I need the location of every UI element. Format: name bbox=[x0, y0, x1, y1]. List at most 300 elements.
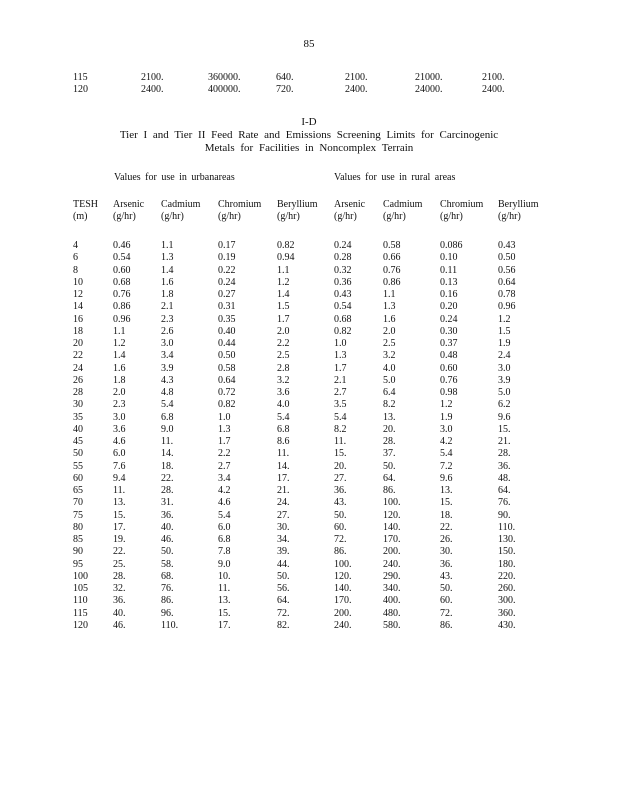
rural-chromium-cell: 9.6 bbox=[440, 473, 453, 484]
urban-arsenic-cell: 2.0 bbox=[113, 387, 126, 398]
table-row bbox=[0, 412, 618, 424]
rural-chromium-cell: 18. bbox=[440, 510, 453, 521]
tesh-cell: 80 bbox=[73, 522, 83, 533]
rural-chromium-cell: 0.20 bbox=[440, 301, 458, 312]
table-cell: 2400. bbox=[345, 84, 368, 95]
urban-beryllium-cell: 1.1 bbox=[277, 265, 290, 276]
table-cell: 400000. bbox=[208, 84, 241, 95]
urban-chromium-cell: 1.3 bbox=[218, 424, 231, 435]
rural-cadmium-cell: 240. bbox=[383, 559, 401, 570]
urban-chromium-cell: 0.27 bbox=[218, 289, 236, 300]
urban-chromium-cell: 6.8 bbox=[218, 534, 231, 545]
rural-cadmium-cell: 13. bbox=[383, 412, 396, 423]
rural-beryllium-cell: 300. bbox=[498, 595, 516, 606]
urban-arsenic-cell: 0.68 bbox=[113, 277, 131, 288]
tesh-cell: 120 bbox=[73, 620, 88, 631]
rural-group-heading: Values for use in rural areas bbox=[334, 172, 456, 183]
urban-beryllium-cell: 44. bbox=[277, 559, 290, 570]
rural-arsenic-cell: 3.5 bbox=[334, 399, 347, 410]
urban-chromium-cell: 0.31 bbox=[218, 301, 236, 312]
rural-beryllium-cell: 64. bbox=[498, 485, 511, 496]
rural-chromium-cell: 0.76 bbox=[440, 375, 458, 386]
tesh-cell: 8 bbox=[73, 265, 78, 276]
tesh-cell: 45 bbox=[73, 436, 83, 447]
rural-beryllium-cell: 360. bbox=[498, 608, 516, 619]
rural-cadmium-cell: 28. bbox=[383, 436, 396, 447]
urban-beryllium-cell: 17. bbox=[277, 473, 290, 484]
rural-chromium-cell: 0.30 bbox=[440, 326, 458, 337]
rural-cadmium-cell: 1.3 bbox=[383, 301, 396, 312]
urban-cadmium-cell: 9.0 bbox=[161, 424, 174, 435]
table-row bbox=[0, 399, 618, 411]
rural-chromium-cell: 0.37 bbox=[440, 338, 458, 349]
urban-beryllium-header: Beryllium bbox=[277, 199, 318, 210]
rural-arsenic-cell: 8.2 bbox=[334, 424, 347, 435]
tesh-cell: 110 bbox=[73, 595, 88, 606]
urban-arsenic-cell: 22. bbox=[113, 546, 126, 557]
table-row bbox=[0, 595, 618, 607]
urban-cadmium-cell: 2.1 bbox=[161, 301, 174, 312]
urban-chromium-cell: 7.8 bbox=[218, 546, 231, 557]
table-row bbox=[0, 583, 618, 595]
rural-cadmium-cell: 37. bbox=[383, 448, 396, 459]
rural-arsenic-cell: 1.3 bbox=[334, 350, 347, 361]
rural-cadmium-cell: 6.4 bbox=[383, 387, 396, 398]
urban-arsenic-cell: 1.6 bbox=[113, 363, 126, 374]
urban-cadmium-cell: 36. bbox=[161, 510, 174, 521]
urban-cadmium-cell: 31. bbox=[161, 497, 174, 508]
urban-chromium-cell: 15. bbox=[218, 608, 231, 619]
rural-cadmium-cell: 480. bbox=[383, 608, 401, 619]
rural-arsenic-cell: 0.28 bbox=[334, 252, 352, 263]
urban-beryllium-cell: 4.0 bbox=[277, 399, 290, 410]
rural-beryllium-cell: 130. bbox=[498, 534, 516, 545]
rural-beryllium-cell: 0.56 bbox=[498, 265, 516, 276]
table-row bbox=[0, 314, 618, 326]
urban-beryllium-cell: 82. bbox=[277, 620, 290, 631]
urban-cadmium-cell: 2.6 bbox=[161, 326, 174, 337]
tesh-cell: 24 bbox=[73, 363, 83, 374]
column-units bbox=[0, 211, 618, 223]
table-row bbox=[0, 571, 618, 583]
rural-arsenic-cell: 1.7 bbox=[334, 363, 347, 374]
urban-arsenic-cell: 3.6 bbox=[113, 424, 126, 435]
urban-chromium-cell: 2.7 bbox=[218, 461, 231, 472]
rural-arsenic-cell: 0.82 bbox=[334, 326, 352, 337]
rural-cadmium-cell: 120. bbox=[383, 510, 401, 521]
rural-arsenic-cell: 120. bbox=[334, 571, 352, 582]
urban-cadmium-cell: 96. bbox=[161, 608, 174, 619]
urban-beryllium-cell: 11. bbox=[277, 448, 290, 459]
rural-arsenic-cell: 2.1 bbox=[334, 375, 347, 386]
page-number: 85 bbox=[303, 38, 315, 50]
urban-arsenic-cell: 0.96 bbox=[113, 314, 131, 325]
rural-cadmium-cell: 8.2 bbox=[383, 399, 396, 410]
table-cell: 2100. bbox=[141, 72, 164, 83]
urban-arsenic-cell: 0.46 bbox=[113, 240, 131, 251]
continued-row bbox=[0, 84, 618, 96]
rural-chromium-cell: 0.10 bbox=[440, 252, 458, 263]
rural-cadmium-cell: 0.76 bbox=[383, 265, 401, 276]
tesh-cell: 18 bbox=[73, 326, 83, 337]
urban-chromium-cell: 9.0 bbox=[218, 559, 231, 570]
rural-chromium-cell: 0.24 bbox=[440, 314, 458, 325]
urban-arsenic-cell: 6.0 bbox=[113, 448, 126, 459]
rural-cadmium-cell: 0.58 bbox=[383, 240, 401, 251]
rural-beryllium-cell: 5.0 bbox=[498, 387, 511, 398]
table-row bbox=[0, 620, 618, 632]
rural-chromium-cell: 0.48 bbox=[440, 350, 458, 361]
table-cell: 2400. bbox=[482, 84, 505, 95]
urban-arsenic-cell: 15. bbox=[113, 510, 126, 521]
rural-beryllium-cell: 0.78 bbox=[498, 289, 516, 300]
urban-cadmium-cell: 68. bbox=[161, 571, 174, 582]
urban-arsenic-cell: 17. bbox=[113, 522, 126, 533]
urban-cadmium-cell: 40. bbox=[161, 522, 174, 533]
tesh-cell: 75 bbox=[73, 510, 83, 521]
column-headers bbox=[0, 199, 618, 211]
urban-cadmium-cell: 4.3 bbox=[161, 375, 174, 386]
rural-arsenic-header: Arsenic bbox=[334, 199, 366, 210]
rural-arsenic-cell: 5.4 bbox=[334, 412, 347, 423]
rural-arsenic-cell: 2.7 bbox=[334, 387, 347, 398]
rural-arsenic-cell: 20. bbox=[334, 461, 347, 472]
urban-cadmium-header: (g/hr) bbox=[161, 211, 184, 222]
continued-row bbox=[0, 72, 618, 84]
rural-beryllium-cell: 0.50 bbox=[498, 252, 516, 263]
rural-beryllium-cell: 0.96 bbox=[498, 301, 516, 312]
urban-beryllium-header: (g/hr) bbox=[277, 211, 300, 222]
rural-beryllium-cell: 36. bbox=[498, 461, 511, 472]
table-cell: 2400. bbox=[141, 84, 164, 95]
urban-chromium-cell: 6.0 bbox=[218, 522, 231, 533]
urban-cadmium-cell: 3.0 bbox=[161, 338, 174, 349]
rural-beryllium-cell: 28. bbox=[498, 448, 511, 459]
rural-chromium-cell: 0.086 bbox=[440, 240, 463, 251]
rural-cadmium-cell: 50. bbox=[383, 461, 396, 472]
urban-beryllium-cell: 3.6 bbox=[277, 387, 290, 398]
rural-chromium-cell: 60. bbox=[440, 595, 453, 606]
rural-arsenic-cell: 60. bbox=[334, 522, 347, 533]
urban-cadmium-cell: 3.9 bbox=[161, 363, 174, 374]
tesh-cell: 35 bbox=[73, 412, 83, 423]
rural-beryllium-cell: 1.5 bbox=[498, 326, 511, 337]
table-cell: 115 bbox=[73, 72, 88, 83]
table-cell: 21000. bbox=[415, 72, 443, 83]
urban-group-heading: Values for use in urbanareas bbox=[114, 172, 235, 183]
table-row bbox=[0, 277, 618, 289]
urban-cadmium-cell: 5.4 bbox=[161, 399, 174, 410]
urban-arsenic-cell: 25. bbox=[113, 559, 126, 570]
table-row bbox=[0, 485, 618, 497]
rural-cadmium-cell: 3.2 bbox=[383, 350, 396, 361]
urban-chromium-cell: 0.35 bbox=[218, 314, 236, 325]
table-row bbox=[0, 350, 618, 362]
rural-arsenic-cell: 86. bbox=[334, 546, 347, 557]
tesh-cell: 105 bbox=[73, 583, 88, 594]
rural-beryllium-cell: 0.64 bbox=[498, 277, 516, 288]
urban-chromium-cell: 0.82 bbox=[218, 399, 236, 410]
rural-beryllium-cell: 6.2 bbox=[498, 399, 511, 410]
tesh-cell: 22 bbox=[73, 350, 83, 361]
urban-beryllium-cell: 30. bbox=[277, 522, 290, 533]
urban-arsenic-cell: 11. bbox=[113, 485, 126, 496]
urban-chromium-cell: 0.19 bbox=[218, 252, 236, 263]
urban-cadmium-cell: 28. bbox=[161, 485, 174, 496]
tesh-header: (m) bbox=[73, 211, 88, 222]
rural-cadmium-cell: 0.86 bbox=[383, 277, 401, 288]
rural-chromium-cell: 86. bbox=[440, 620, 453, 631]
urban-beryllium-cell: 1.2 bbox=[277, 277, 290, 288]
urban-cadmium-cell: 46. bbox=[161, 534, 174, 545]
urban-cadmium-cell: 6.8 bbox=[161, 412, 174, 423]
urban-arsenic-cell: 9.4 bbox=[113, 473, 126, 484]
urban-cadmium-cell: 3.4 bbox=[161, 350, 174, 361]
tesh-cell: 12 bbox=[73, 289, 83, 300]
rural-cadmium-header: (g/hr) bbox=[383, 211, 406, 222]
urban-cadmium-cell: 4.8 bbox=[161, 387, 174, 398]
rural-arsenic-cell: 200. bbox=[334, 608, 352, 619]
rural-chromium-cell: 50. bbox=[440, 583, 453, 594]
urban-arsenic-cell: 28. bbox=[113, 571, 126, 582]
urban-beryllium-cell: 34. bbox=[277, 534, 290, 545]
urban-cadmium-cell: 2.3 bbox=[161, 314, 174, 325]
rural-arsenic-cell: 43. bbox=[334, 497, 347, 508]
urban-cadmium-cell: 1.1 bbox=[161, 240, 174, 251]
rural-beryllium-cell: 90. bbox=[498, 510, 511, 521]
table-row bbox=[0, 326, 618, 338]
urban-arsenic-cell: 40. bbox=[113, 608, 126, 619]
urban-arsenic-cell: 19. bbox=[113, 534, 126, 545]
rural-chromium-cell: 30. bbox=[440, 546, 453, 557]
urban-arsenic-cell: 4.6 bbox=[113, 436, 126, 447]
rural-arsenic-cell: 15. bbox=[334, 448, 347, 459]
urban-chromium-cell: 0.44 bbox=[218, 338, 236, 349]
urban-cadmium-cell: 1.8 bbox=[161, 289, 174, 300]
rural-beryllium-cell: 15. bbox=[498, 424, 511, 435]
rural-beryllium-cell: 3.9 bbox=[498, 375, 511, 386]
urban-chromium-cell: 0.24 bbox=[218, 277, 236, 288]
urban-cadmium-cell: 22. bbox=[161, 473, 174, 484]
rural-chromium-cell: 7.2 bbox=[440, 461, 453, 472]
urban-chromium-cell: 4.6 bbox=[218, 497, 231, 508]
rural-chromium-cell: 0.16 bbox=[440, 289, 458, 300]
urban-chromium-cell: 3.4 bbox=[218, 473, 231, 484]
rural-cadmium-cell: 140. bbox=[383, 522, 401, 533]
urban-cadmium-cell: 14. bbox=[161, 448, 174, 459]
urban-chromium-cell: 4.2 bbox=[218, 485, 231, 496]
rural-arsenic-cell: 0.68 bbox=[334, 314, 352, 325]
urban-chromium-cell: 2.2 bbox=[218, 448, 231, 459]
urban-cadmium-cell: 18. bbox=[161, 461, 174, 472]
tesh-header: TESH bbox=[73, 199, 98, 210]
urban-beryllium-cell: 0.94 bbox=[277, 252, 295, 263]
rural-beryllium-header: Beryllium bbox=[498, 199, 539, 210]
tesh-cell: 50 bbox=[73, 448, 83, 459]
urban-chromium-cell: 1.7 bbox=[218, 436, 231, 447]
rural-chromium-cell: 3.0 bbox=[440, 424, 453, 435]
urban-beryllium-cell: 64. bbox=[277, 595, 290, 606]
urban-cadmium-cell: 58. bbox=[161, 559, 174, 570]
table-cell: 2100. bbox=[345, 72, 368, 83]
rural-beryllium-cell: 21. bbox=[498, 436, 511, 447]
urban-chromium-cell: 1.0 bbox=[218, 412, 231, 423]
rural-chromium-cell: 26. bbox=[440, 534, 453, 545]
urban-arsenic-cell: 46. bbox=[113, 620, 126, 631]
rural-chromium-cell: 0.98 bbox=[440, 387, 458, 398]
tesh-cell: 55 bbox=[73, 461, 83, 472]
rural-cadmium-cell: 1.6 bbox=[383, 314, 396, 325]
rural-beryllium-cell: 220. bbox=[498, 571, 516, 582]
table-row bbox=[0, 375, 618, 387]
rural-arsenic-cell: 0.43 bbox=[334, 289, 352, 300]
tesh-cell: 115 bbox=[73, 608, 88, 619]
rural-cadmium-cell: 4.0 bbox=[383, 363, 396, 374]
rural-cadmium-cell: 200. bbox=[383, 546, 401, 557]
tesh-cell: 28 bbox=[73, 387, 83, 398]
rural-arsenic-cell: 11. bbox=[334, 436, 347, 447]
tesh-cell: 60 bbox=[73, 473, 83, 484]
tesh-cell: 4 bbox=[73, 240, 78, 251]
urban-arsenic-cell: 0.60 bbox=[113, 265, 131, 276]
urban-cadmium-cell: 76. bbox=[161, 583, 174, 594]
rural-beryllium-cell: 1.9 bbox=[498, 338, 511, 349]
urban-cadmium-cell: 1.3 bbox=[161, 252, 174, 263]
urban-beryllium-cell: 50. bbox=[277, 571, 290, 582]
urban-cadmium-cell: 86. bbox=[161, 595, 174, 606]
urban-arsenic-cell: 0.86 bbox=[113, 301, 131, 312]
urban-beryllium-cell: 2.0 bbox=[277, 326, 290, 337]
urban-beryllium-cell: 0.82 bbox=[277, 240, 295, 251]
table-row bbox=[0, 546, 618, 558]
table-row bbox=[0, 461, 618, 473]
tesh-cell: 95 bbox=[73, 559, 83, 570]
rural-chromium-cell: 5.4 bbox=[440, 448, 453, 459]
tesh-cell: 26 bbox=[73, 375, 83, 386]
rural-cadmium-cell: 86. bbox=[383, 485, 396, 496]
urban-beryllium-cell: 8.6 bbox=[277, 436, 290, 447]
urban-arsenic-cell: 1.8 bbox=[113, 375, 126, 386]
rural-chromium-header: Chromium bbox=[440, 199, 484, 210]
urban-beryllium-cell: 5.4 bbox=[277, 412, 290, 423]
urban-arsenic-cell: 1.4 bbox=[113, 350, 126, 361]
tesh-cell: 30 bbox=[73, 399, 83, 410]
table-cell: 640. bbox=[276, 72, 294, 83]
table-row bbox=[0, 510, 618, 522]
urban-chromium-cell: 5.4 bbox=[218, 510, 231, 521]
urban-arsenic-header: Arsenic bbox=[113, 199, 145, 210]
rural-cadmium-cell: 340. bbox=[383, 583, 401, 594]
table-row bbox=[0, 424, 618, 436]
urban-beryllium-cell: 1.5 bbox=[277, 301, 290, 312]
rural-cadmium-cell: 20. bbox=[383, 424, 396, 435]
urban-chromium-cell: 0.40 bbox=[218, 326, 236, 337]
urban-beryllium-cell: 27. bbox=[277, 510, 290, 521]
table-row bbox=[0, 497, 618, 509]
rural-chromium-cell: 0.60 bbox=[440, 363, 458, 374]
table-cell: 24000. bbox=[415, 84, 443, 95]
urban-beryllium-cell: 1.4 bbox=[277, 289, 290, 300]
rural-cadmium-cell: 0.66 bbox=[383, 252, 401, 263]
tesh-cell: 100 bbox=[73, 571, 88, 582]
urban-beryllium-cell: 3.2 bbox=[277, 375, 290, 386]
tesh-cell: 65 bbox=[73, 485, 83, 496]
table-cell: 120 bbox=[73, 84, 88, 95]
urban-chromium-cell: 10. bbox=[218, 571, 231, 582]
table-row bbox=[0, 363, 618, 375]
tesh-cell: 10 bbox=[73, 277, 83, 288]
urban-chromium-cell: 11. bbox=[218, 583, 231, 594]
table-row bbox=[0, 289, 618, 301]
rural-cadmium-cell: 1.1 bbox=[383, 289, 396, 300]
rural-cadmium-cell: 580. bbox=[383, 620, 401, 631]
rural-arsenic-cell: 100. bbox=[334, 559, 352, 570]
urban-beryllium-cell: 2.8 bbox=[277, 363, 290, 374]
urban-beryllium-cell: 39. bbox=[277, 546, 290, 557]
table-row bbox=[0, 522, 618, 534]
urban-chromium-header: (g/hr) bbox=[218, 211, 241, 222]
rural-chromium-cell: 43. bbox=[440, 571, 453, 582]
rural-beryllium-header: (g/hr) bbox=[498, 211, 521, 222]
urban-beryllium-cell: 14. bbox=[277, 461, 290, 472]
rural-cadmium-cell: 400. bbox=[383, 595, 401, 606]
tesh-cell: 90 bbox=[73, 546, 83, 557]
rural-chromium-cell: 36. bbox=[440, 559, 453, 570]
urban-chromium-cell: 13. bbox=[218, 595, 231, 606]
rural-beryllium-cell: 76. bbox=[498, 497, 511, 508]
rural-beryllium-cell: 2.4 bbox=[498, 350, 511, 361]
urban-chromium-cell: 17. bbox=[218, 620, 231, 631]
table-row bbox=[0, 534, 618, 546]
urban-beryllium-cell: 2.5 bbox=[277, 350, 290, 361]
rural-arsenic-cell: 50. bbox=[334, 510, 347, 521]
rural-arsenic-cell: 72. bbox=[334, 534, 347, 545]
rural-beryllium-cell: 430. bbox=[498, 620, 516, 631]
rural-arsenic-cell: 1.0 bbox=[334, 338, 347, 349]
tesh-cell: 85 bbox=[73, 534, 83, 545]
table-row bbox=[0, 301, 618, 313]
rural-beryllium-cell: 9.6 bbox=[498, 412, 511, 423]
urban-arsenic-cell: 36. bbox=[113, 595, 126, 606]
urban-cadmium-cell: 1.4 bbox=[161, 265, 174, 276]
rural-chromium-cell: 22. bbox=[440, 522, 453, 533]
urban-beryllium-cell: 72. bbox=[277, 608, 290, 619]
rural-chromium-cell: 4.2 bbox=[440, 436, 453, 447]
urban-chromium-cell: 0.17 bbox=[218, 240, 236, 251]
urban-chromium-header: Chromium bbox=[218, 199, 262, 210]
urban-chromium-cell: 0.72 bbox=[218, 387, 236, 398]
table-cell: 720. bbox=[276, 84, 294, 95]
urban-chromium-cell: 0.50 bbox=[218, 350, 236, 361]
urban-arsenic-cell: 32. bbox=[113, 583, 126, 594]
rural-chromium-cell: 15. bbox=[440, 497, 453, 508]
urban-arsenic-cell: 3.0 bbox=[113, 412, 126, 423]
table-row bbox=[0, 608, 618, 620]
urban-beryllium-cell: 1.7 bbox=[277, 314, 290, 325]
rural-beryllium-cell: 0.43 bbox=[498, 240, 516, 251]
rural-cadmium-cell: 64. bbox=[383, 473, 396, 484]
table-row bbox=[0, 473, 618, 485]
tesh-cell: 14 bbox=[73, 301, 83, 312]
urban-chromium-cell: 0.58 bbox=[218, 363, 236, 374]
rural-arsenic-cell: 0.24 bbox=[334, 240, 352, 251]
rural-chromium-cell: 13. bbox=[440, 485, 453, 496]
rural-chromium-header: (g/hr) bbox=[440, 211, 463, 222]
rural-beryllium-cell: 1.2 bbox=[498, 314, 511, 325]
rural-arsenic-cell: 0.54 bbox=[334, 301, 352, 312]
rural-cadmium-header: Cadmium bbox=[383, 199, 423, 210]
rural-beryllium-cell: 260. bbox=[498, 583, 516, 594]
